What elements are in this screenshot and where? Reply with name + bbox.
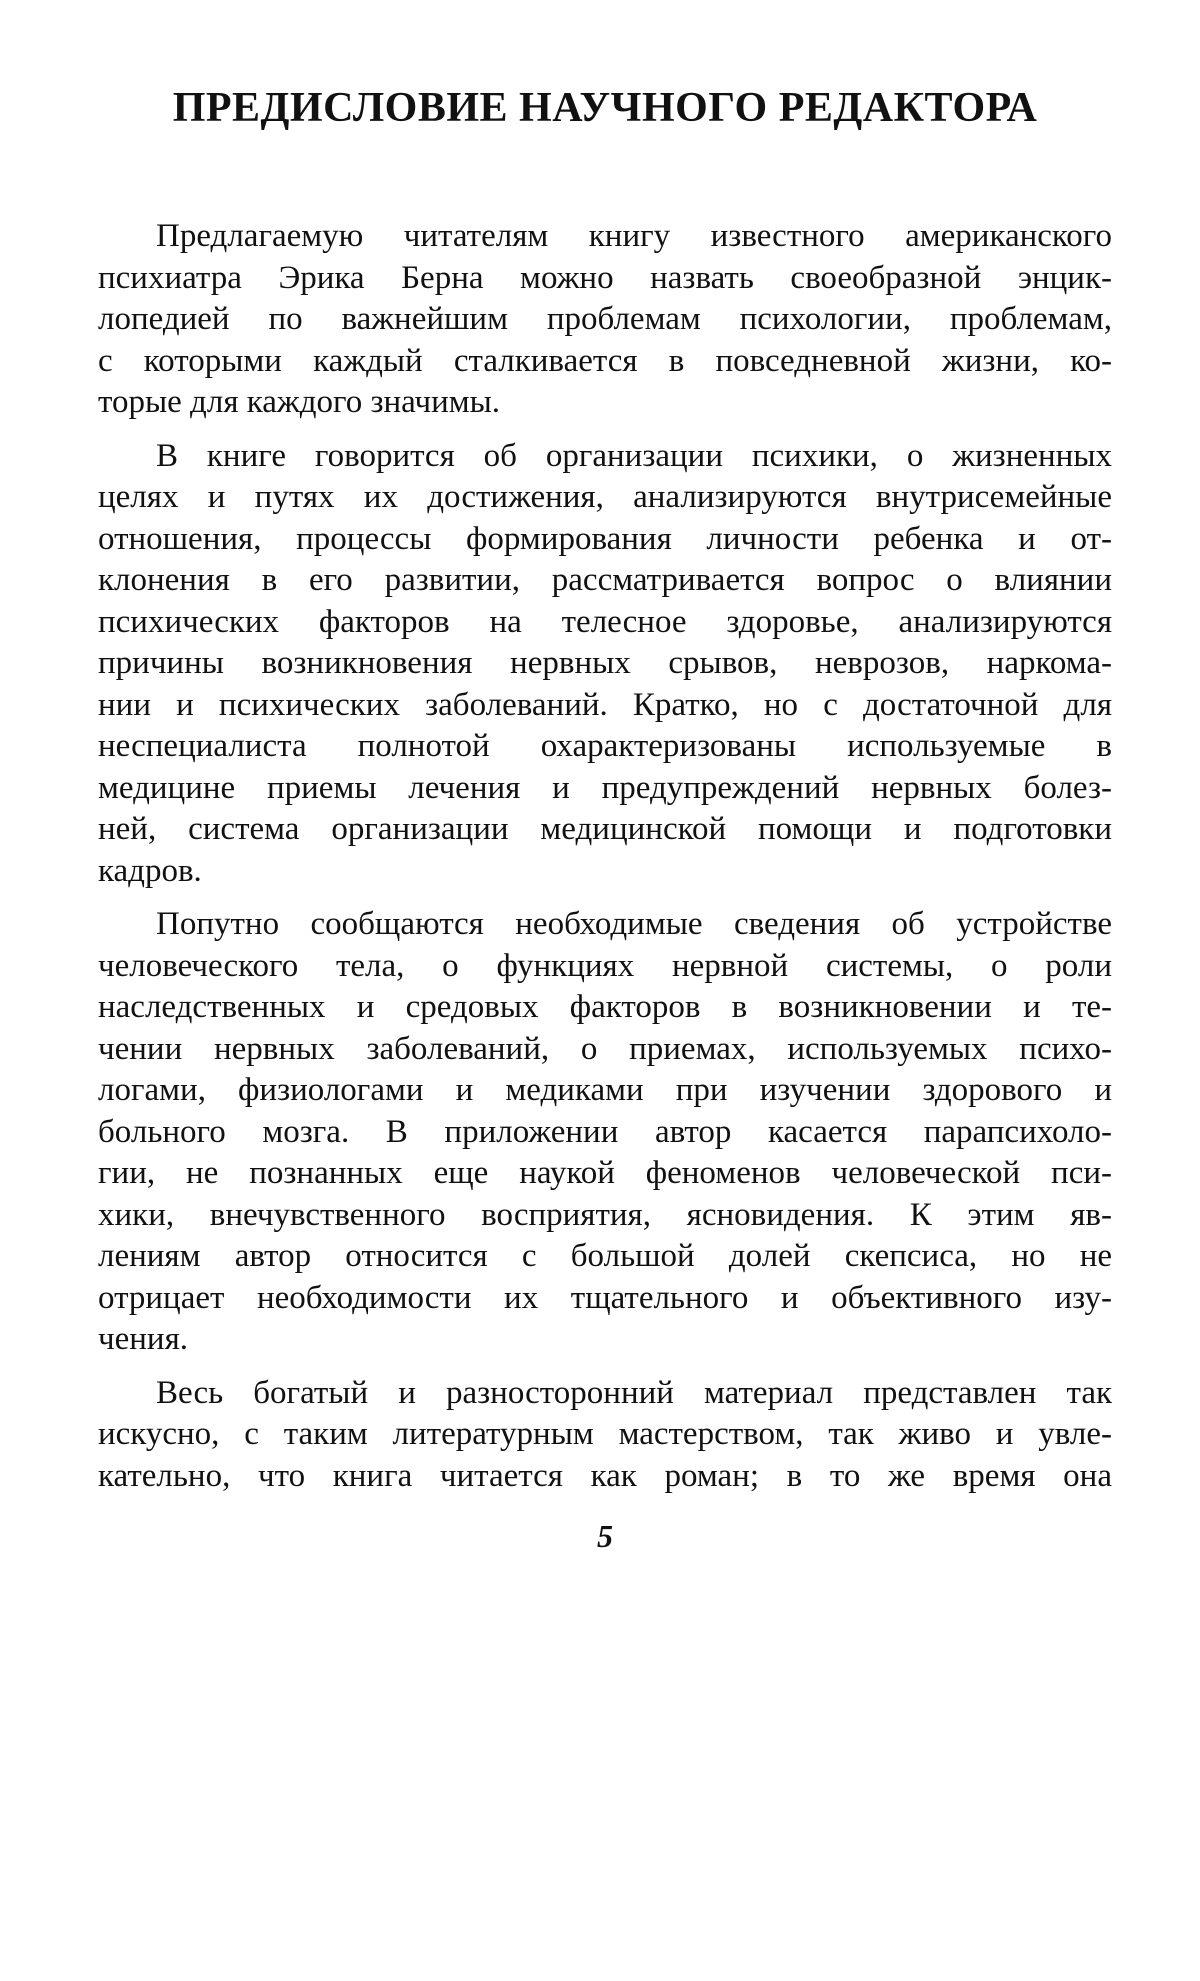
text-line: чения.: [98, 1321, 188, 1357]
text-line: Весь богатый и разносторонний материал представлен так: [156, 1374, 1112, 1411]
text-line: кадров.: [98, 852, 202, 889]
text-line: с которыми каждый сталкивается в повседневной жизни, ко-: [98, 342, 1112, 379]
text-line: Попутно сообщаются необходимые сведения об устройстве: [156, 906, 1112, 942]
text-line: нии и психических заболеваний. Кратко, но с достаточной для: [98, 686, 1112, 723]
text-line: лопедией по важнейшим проблемам психологии, проблемам,: [98, 301, 1112, 337]
paragraph-2: [98, 436, 1112, 893]
text-line: Предлагаемую читателям книгу известного американского: [156, 218, 1112, 254]
text-line: логами, физиологами и медиками при изучении здорового и: [98, 1072, 1112, 1108]
text-line: причины возникновения нервных срывов, неврозов, наркома-: [98, 645, 1112, 681]
paragraph-1: [98, 216, 1112, 424]
text-line: целях и путях их достижения, анализируются внутрисемейные: [98, 479, 1112, 515]
page-body: [98, 216, 1112, 1509]
text-line: человеческого тела, о функциях нервной системы, о роли: [98, 947, 1112, 984]
text-line: отрицает необходимости их тщательного и объективного изу-: [98, 1279, 1112, 1316]
text-line: чении нервных заболеваний, о приемах, используемых психо-: [98, 1030, 1112, 1067]
text-line: психиатра Эрика Берна можно назвать своеобразной энцик-: [98, 259, 1112, 296]
page-number: 5: [597, 1518, 613, 1554]
text-line: торые для каждого значимы.: [98, 384, 501, 420]
text-line: кательно, что книга читается как роман; в то же время она: [98, 1457, 1112, 1494]
text-line: медицине приемы лечения и предупреждений нервных болез-: [98, 769, 1112, 806]
text-line: искусно, с таким литературным мастерством, так живо и увле-: [98, 1416, 1112, 1452]
text-line: наследственных и средовых факторов в возникновении и те-: [98, 989, 1112, 1025]
paragraph-4: [98, 1373, 1112, 1498]
text-line: ней, система организации медицинской помощи и подготовки: [98, 811, 1112, 847]
text-line: неспециалиста полнотой охарактеризованы используемые в: [98, 728, 1112, 764]
text-line: гии, не познанных еще наукой феноменов человеческой пси-: [98, 1155, 1112, 1191]
text-line: лениям автор относится с большой долей скепсиса, но не: [98, 1238, 1112, 1274]
text-line: больного мозга. В приложении автор касается парапсихоло-: [98, 1113, 1112, 1150]
book-page: [98, 0, 1112, 1981]
chapter-title: ПРЕДИСЛОВИЕ НАУЧНОГО РЕДАКТОРА: [172, 85, 1038, 131]
text-line: клонения в его развитии, рассматривается вопрос о влиянии: [98, 562, 1112, 598]
text-line: отношения, процесcы формирования личности ребенка и от-: [98, 520, 1112, 557]
paragraph-3: [98, 904, 1112, 1361]
text-line: В книге говорится об организации психики, о жизненных: [156, 437, 1112, 474]
text-line: психических факторов на телесное здоровье, анализируются: [98, 603, 1112, 640]
text-line: хики, внечувственного восприятия, ясновидения. К этим яв-: [98, 1196, 1112, 1233]
